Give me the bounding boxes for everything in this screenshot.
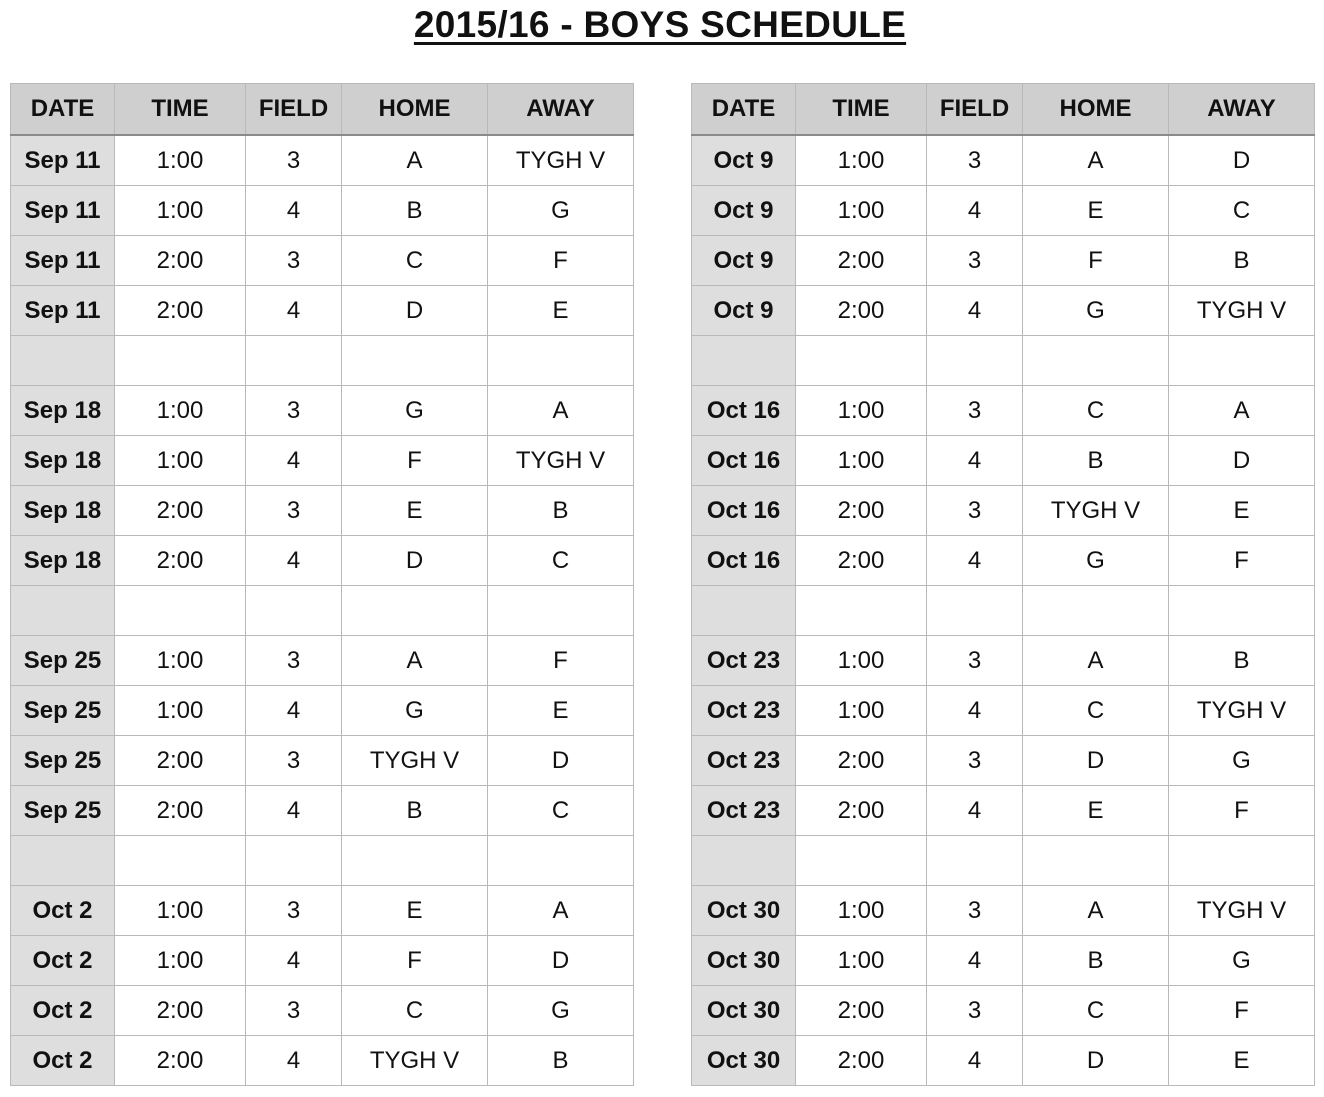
away-cell: B <box>1169 636 1315 686</box>
field-cell: 3 <box>927 486 1023 536</box>
date-cell: Oct 30 <box>692 986 796 1036</box>
date-cell: Sep 25 <box>11 686 115 736</box>
field-cell: 3 <box>927 986 1023 1036</box>
column-header-home: HOME <box>1023 84 1169 136</box>
field-cell: 4 <box>246 186 342 236</box>
away-cell: E <box>1169 1036 1315 1086</box>
field-cell: 4 <box>246 936 342 986</box>
away-cell: A <box>1169 386 1315 436</box>
date-cell: Sep 18 <box>11 386 115 436</box>
table-row <box>11 486 634 536</box>
home-cell: G <box>1023 536 1169 586</box>
empty-cell <box>246 336 342 386</box>
time-cell: 1:00 <box>115 686 246 736</box>
table-row <box>11 186 634 236</box>
date-cell: Oct 30 <box>692 936 796 986</box>
field-cell: 4 <box>246 786 342 836</box>
empty-cell <box>488 336 634 386</box>
home-cell: TYGH V <box>342 736 488 786</box>
empty-cell <box>1169 836 1315 886</box>
table-row <box>692 186 1315 236</box>
empty-cell <box>115 836 246 886</box>
time-cell: 1:00 <box>115 886 246 936</box>
empty-cell <box>11 336 115 386</box>
table-row <box>11 886 634 936</box>
column-header-time: TIME <box>796 84 927 136</box>
empty-cell <box>246 586 342 636</box>
field-cell: 4 <box>246 286 342 336</box>
header-row <box>692 84 1315 136</box>
column-header-date: DATE <box>692 84 796 136</box>
table-row <box>692 986 1315 1036</box>
away-cell: F <box>488 236 634 286</box>
date-cell: Oct 16 <box>692 486 796 536</box>
home-cell: G <box>342 686 488 736</box>
time-cell: 1:00 <box>796 186 927 236</box>
home-cell: C <box>1023 986 1169 1036</box>
empty-cell <box>488 586 634 636</box>
empty-cell <box>342 586 488 636</box>
date-cell: Oct 23 <box>692 736 796 786</box>
time-cell: 2:00 <box>796 536 927 586</box>
time-cell: 2:00 <box>796 986 927 1036</box>
away-cell: A <box>488 886 634 936</box>
empty-cell <box>692 336 796 386</box>
field-cell: 3 <box>246 636 342 686</box>
away-cell: D <box>488 936 634 986</box>
table-row <box>11 786 634 836</box>
away-cell: TYGH V <box>1169 286 1315 336</box>
time-cell: 1:00 <box>796 135 927 186</box>
home-cell: D <box>342 536 488 586</box>
date-cell: Oct 9 <box>692 135 796 186</box>
page-title: 2015/16 - BOYS SCHEDULE <box>413 4 907 45</box>
home-cell: A <box>1023 135 1169 186</box>
field-cell: 4 <box>246 536 342 586</box>
away-cell: G <box>488 186 634 236</box>
away-cell: F <box>1169 536 1315 586</box>
date-cell: Sep 25 <box>11 636 115 686</box>
field-cell: 4 <box>927 186 1023 236</box>
column-header-home: HOME <box>342 84 488 136</box>
field-cell: 3 <box>246 135 342 186</box>
home-cell: D <box>342 286 488 336</box>
spacer-row <box>11 336 634 386</box>
spacer-row <box>11 836 634 886</box>
time-cell: 1:00 <box>115 186 246 236</box>
date-cell: Sep 11 <box>11 186 115 236</box>
time-cell: 2:00 <box>796 1036 927 1086</box>
table-row <box>692 736 1315 786</box>
away-cell: TYGH V <box>488 135 634 186</box>
time-cell: 2:00 <box>796 736 927 786</box>
time-cell: 1:00 <box>115 436 246 486</box>
schedule-body <box>692 135 1315 1086</box>
table-row <box>692 486 1315 536</box>
away-cell: G <box>488 986 634 1036</box>
column-header-field: FIELD <box>927 84 1023 136</box>
away-cell: E <box>488 286 634 336</box>
field-cell: 3 <box>246 986 342 1036</box>
home-cell: D <box>1023 1036 1169 1086</box>
table-row <box>692 386 1315 436</box>
spacer-row <box>692 586 1315 636</box>
spacer-row <box>11 586 634 636</box>
time-cell: 2:00 <box>115 486 246 536</box>
date-cell: Sep 18 <box>11 486 115 536</box>
home-cell: C <box>1023 686 1169 736</box>
empty-cell <box>115 586 246 636</box>
field-cell: 3 <box>927 236 1023 286</box>
time-cell: 1:00 <box>115 386 246 436</box>
date-cell: Oct 30 <box>692 1036 796 1086</box>
column-header-time: TIME <box>115 84 246 136</box>
empty-cell <box>1023 836 1169 886</box>
table-row <box>11 986 634 1036</box>
field-cell: 3 <box>927 736 1023 786</box>
time-cell: 2:00 <box>796 486 927 536</box>
home-cell: B <box>342 786 488 836</box>
table-row <box>11 236 634 286</box>
field-cell: 4 <box>246 436 342 486</box>
home-cell: B <box>1023 436 1169 486</box>
field-cell: 3 <box>246 486 342 536</box>
away-cell: F <box>488 636 634 686</box>
time-cell: 2:00 <box>115 786 246 836</box>
away-cell: C <box>1169 186 1315 236</box>
home-cell: C <box>342 986 488 1036</box>
field-cell: 3 <box>927 886 1023 936</box>
field-cell: 4 <box>927 1036 1023 1086</box>
time-cell: 1:00 <box>115 636 246 686</box>
home-cell: TYGH V <box>1023 486 1169 536</box>
table-row <box>692 786 1315 836</box>
table-row <box>11 1036 634 1086</box>
time-cell: 1:00 <box>115 936 246 986</box>
empty-cell <box>796 836 927 886</box>
home-cell: F <box>342 436 488 486</box>
empty-cell <box>342 836 488 886</box>
schedule-table-right <box>691 83 1315 1086</box>
date-cell: Oct 2 <box>11 936 115 986</box>
away-cell: F <box>1169 786 1315 836</box>
table-row <box>692 286 1315 336</box>
field-cell: 3 <box>246 736 342 786</box>
empty-cell <box>1169 586 1315 636</box>
schedule-body <box>11 135 634 1086</box>
date-cell: Oct 23 <box>692 686 796 736</box>
empty-cell <box>796 586 927 636</box>
home-cell: F <box>342 936 488 986</box>
field-cell: 3 <box>246 886 342 936</box>
time-cell: 2:00 <box>115 986 246 1036</box>
home-cell: B <box>1023 936 1169 986</box>
time-cell: 2:00 <box>115 1036 246 1086</box>
away-cell: E <box>1169 486 1315 536</box>
table-row <box>692 636 1315 686</box>
away-cell: B <box>488 1036 634 1086</box>
field-cell: 3 <box>246 236 342 286</box>
time-cell: 2:00 <box>796 786 927 836</box>
table-row <box>692 886 1315 936</box>
empty-cell <box>1023 586 1169 636</box>
home-cell: A <box>342 636 488 686</box>
empty-cell <box>692 836 796 886</box>
away-cell: G <box>1169 936 1315 986</box>
table-row <box>11 386 634 436</box>
away-cell: TYGH V <box>488 436 634 486</box>
table-row <box>11 936 634 986</box>
home-cell: E <box>342 886 488 936</box>
date-cell: Sep 18 <box>11 436 115 486</box>
empty-cell <box>115 336 246 386</box>
spacer-row <box>692 336 1315 386</box>
home-cell: B <box>342 186 488 236</box>
home-cell: A <box>342 135 488 186</box>
column-header-field: FIELD <box>246 84 342 136</box>
field-cell: 4 <box>927 686 1023 736</box>
column-header-away: AWAY <box>1169 84 1315 136</box>
home-cell: A <box>1023 636 1169 686</box>
home-cell: F <box>1023 236 1169 286</box>
field-cell: 3 <box>927 386 1023 436</box>
field-cell: 4 <box>927 436 1023 486</box>
home-cell: G <box>1023 286 1169 336</box>
away-cell: A <box>488 386 634 436</box>
away-cell: E <box>488 686 634 736</box>
date-cell: Oct 2 <box>11 986 115 1036</box>
field-cell: 3 <box>927 135 1023 186</box>
table-row <box>11 286 634 336</box>
home-cell: C <box>342 236 488 286</box>
field-cell: 4 <box>927 786 1023 836</box>
away-cell: B <box>488 486 634 536</box>
empty-cell <box>488 836 634 886</box>
date-cell: Sep 11 <box>11 135 115 186</box>
away-cell: D <box>1169 436 1315 486</box>
home-cell: A <box>1023 886 1169 936</box>
empty-cell <box>246 836 342 886</box>
table-row <box>692 135 1315 186</box>
time-cell: 2:00 <box>796 236 927 286</box>
table-row <box>11 436 634 486</box>
empty-cell <box>927 336 1023 386</box>
table-row <box>692 936 1315 986</box>
time-cell: 1:00 <box>115 135 246 186</box>
time-cell: 2:00 <box>115 536 246 586</box>
field-cell: 4 <box>927 536 1023 586</box>
date-cell: Oct 9 <box>692 236 796 286</box>
date-cell: Oct 2 <box>11 1036 115 1086</box>
schedule-table-left <box>10 83 634 1086</box>
date-cell: Oct 16 <box>692 436 796 486</box>
table-row <box>692 1036 1315 1086</box>
date-cell: Oct 2 <box>11 886 115 936</box>
time-cell: 2:00 <box>115 736 246 786</box>
away-cell: G <box>1169 736 1315 786</box>
column-header-away: AWAY <box>488 84 634 136</box>
empty-cell <box>1023 336 1169 386</box>
date-cell: Sep 18 <box>11 536 115 586</box>
away-cell: C <box>488 786 634 836</box>
home-cell: G <box>342 386 488 436</box>
field-cell: 4 <box>246 686 342 736</box>
date-cell: Oct 16 <box>692 386 796 436</box>
date-cell: Sep 25 <box>11 736 115 786</box>
date-cell: Sep 11 <box>11 236 115 286</box>
away-cell: B <box>1169 236 1315 286</box>
date-cell: Sep 25 <box>11 786 115 836</box>
home-cell: E <box>1023 186 1169 236</box>
date-cell: Sep 11 <box>11 286 115 336</box>
spacer-row <box>692 836 1315 886</box>
table-row <box>692 436 1315 486</box>
empty-cell <box>927 586 1023 636</box>
home-cell: D <box>1023 736 1169 786</box>
empty-cell <box>927 836 1023 886</box>
time-cell: 1:00 <box>796 436 927 486</box>
table-row <box>11 736 634 786</box>
time-cell: 2:00 <box>115 236 246 286</box>
away-cell: TYGH V <box>1169 886 1315 936</box>
date-cell: Oct 16 <box>692 536 796 586</box>
field-cell: 3 <box>246 386 342 436</box>
time-cell: 1:00 <box>796 686 927 736</box>
home-cell: E <box>342 486 488 536</box>
away-cell: D <box>1169 135 1315 186</box>
empty-cell <box>692 586 796 636</box>
date-cell: Oct 23 <box>692 636 796 686</box>
empty-cell <box>11 586 115 636</box>
away-cell: TYGH V <box>1169 686 1315 736</box>
table-row <box>692 536 1315 586</box>
field-cell: 4 <box>927 286 1023 336</box>
field-cell: 3 <box>927 636 1023 686</box>
table-row <box>11 135 634 186</box>
table-row <box>11 536 634 586</box>
date-cell: Oct 9 <box>692 286 796 336</box>
empty-cell <box>1169 336 1315 386</box>
time-cell: 1:00 <box>796 636 927 686</box>
field-cell: 4 <box>927 936 1023 986</box>
empty-cell <box>342 336 488 386</box>
away-cell: C <box>488 536 634 586</box>
date-cell: Oct 30 <box>692 886 796 936</box>
date-cell: Oct 23 <box>692 786 796 836</box>
time-cell: 2:00 <box>796 286 927 336</box>
home-cell: E <box>1023 786 1169 836</box>
empty-cell <box>11 836 115 886</box>
time-cell: 2:00 <box>115 286 246 336</box>
time-cell: 1:00 <box>796 936 927 986</box>
time-cell: 1:00 <box>796 886 927 936</box>
home-cell: C <box>1023 386 1169 436</box>
field-cell: 4 <box>246 1036 342 1086</box>
column-header-date: DATE <box>11 84 115 136</box>
table-row <box>692 236 1315 286</box>
empty-cell <box>796 336 927 386</box>
away-cell: D <box>488 736 634 786</box>
header-row <box>11 84 634 136</box>
table-row <box>11 636 634 686</box>
table-row <box>11 686 634 736</box>
away-cell: F <box>1169 986 1315 1036</box>
table-row <box>692 686 1315 736</box>
home-cell: TYGH V <box>342 1036 488 1086</box>
date-cell: Oct 9 <box>692 186 796 236</box>
time-cell: 1:00 <box>796 386 927 436</box>
